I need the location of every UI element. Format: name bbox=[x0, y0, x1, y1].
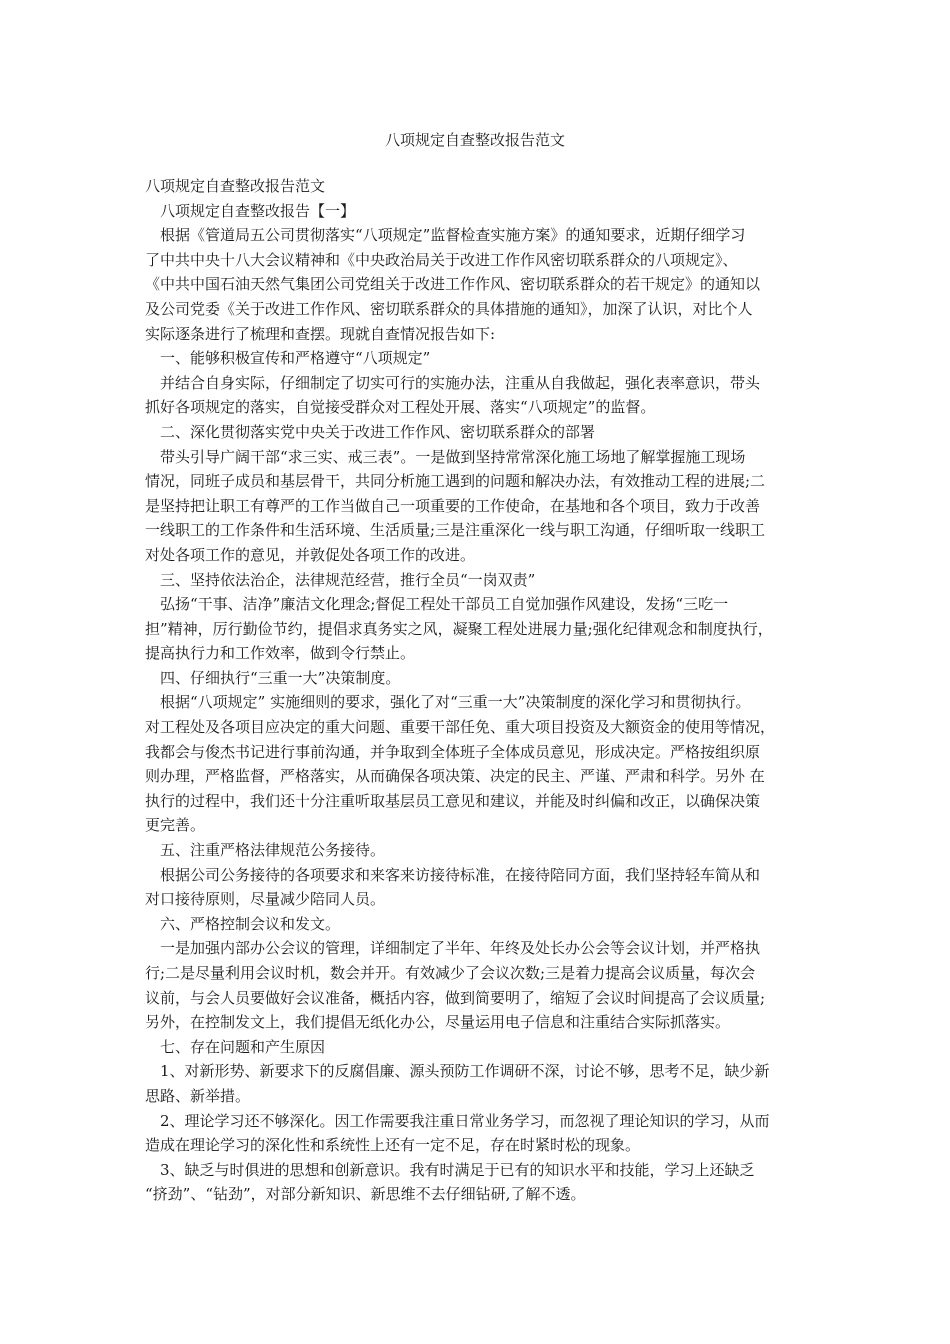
text-line: 三、坚持依法治企，法律规范经营，推行全员“一岗双责” bbox=[160, 570, 536, 589]
text-line: 根据公司公务接待的各项要求和来客来访接待标准，在接待陪同方面，我们坚持轻车简从和 bbox=[160, 865, 761, 884]
text-line: 执行的过程中，我们还十分注重听取基层员工意见和建议，并能及时纠偏和改正，以确保决策 bbox=[145, 791, 761, 810]
text-line: 行;二是尽量利用会议时机，数会并开。有效减少了会议次数;三是着力提高会议质量，每次会 bbox=[145, 964, 756, 982]
text-line: 一、能够积极宣传和严格遵守“八项规定” bbox=[160, 349, 431, 368]
text-line: 对处各项工作的意见，并敦促处各项工作的改进。 bbox=[145, 545, 476, 564]
text-line: 六、严格控制会议和发文。 bbox=[160, 914, 341, 933]
text-line: 实际逐条进行了梳理和查摆。现就自查情况报告如下: bbox=[145, 324, 496, 343]
text-line: 更完善。 bbox=[145, 816, 206, 835]
text-line: 2、理论学习还不够深化。因工作需要我注重日常业务学习，而忽视了理论知识的学习，从而 bbox=[160, 1111, 770, 1130]
text-line: 造成在理论学习的深化性和系统性上还有一定不足，存在时紧时松的现象。 bbox=[145, 1136, 641, 1155]
text-line: 3、缺乏与时俱进的思想和创新意识。我有时满足于已有的知识水平和技能，学习上还缺乏 bbox=[160, 1160, 755, 1179]
text-line: 根据“八项规定” 实施细则的要求，强化了对“三重一大”决策制度的深化学习和贯彻执行。 bbox=[160, 693, 751, 712]
text-line: 对工程处及各项目应决定的重大问题、重要干部任免、重大项目投资及大额资金的使用等情况， bbox=[145, 718, 776, 737]
text-line: 弘扬“干事、洁净”廉洁文化理念;督促工程处干部员工自觉加强作风建设，发扬“三吃一 bbox=[160, 595, 729, 614]
text-line: 根据《管道局五公司贯彻落实“八项规定”监督检查实施方案》的通知要求，近期仔细学习 bbox=[160, 226, 746, 245]
text-line: 《中共中国石油天然气集团公司党组关于改进工作作风、密切联系群众的若干规定》的通知以 bbox=[145, 275, 761, 294]
text-line: 带头引导广阔干部“求三实、戒三表”。一是做到坚持常常深化施工场地了解掌握施工现场 bbox=[160, 447, 746, 466]
text-line: 五、注重严格法律规范公务接待。 bbox=[160, 841, 386, 860]
text-line: 对口接待原则，尽量减少陪同人员。 bbox=[145, 890, 386, 909]
text-line: 一是加强内部办公会议的管理，详细制定了半年、年终及处长办公会等会议计划，并严格执 bbox=[160, 939, 761, 958]
text-line: 一线职工的工作条件和生活环境、生活质量;三是注重深化一线与职工沟通，仔细听取一线职工 bbox=[145, 521, 766, 540]
text-line: 议前，与会人员要做好会议准备，概括内容，做到简要明了，缩短了会议时间提高了会议质量; bbox=[145, 988, 766, 1007]
text-line: 并结合自身实际，仔细制定了切实可行的实施办法，注重从自我做起，强化表率意识，带头 bbox=[160, 373, 761, 392]
text-line: 情况，同班子成员和基层骨干，共同分析施工遇到的问题和解决办法，有效推动工程的进展;二 bbox=[145, 472, 766, 491]
text-line: 七、存在问题和产生原因 bbox=[160, 1037, 326, 1056]
text-line: 八项规定自查整改报告范文 bbox=[145, 177, 326, 195]
text-line: 则办理，严格监督，严格落实，从而确保各项决策、决定的民主、严谨、严肃和科学。另外 在 bbox=[145, 767, 765, 786]
text-line: 1、对新形势、新要求下的反腐倡廉、源头预防工作调研不深，讨论不够，思考不足，缺少新 bbox=[160, 1062, 770, 1081]
document-title: 八项规定自查整改报告范文 bbox=[384, 131, 565, 149]
text-line: 四、仔细执行“三重一大”决策制度。 bbox=[160, 668, 401, 687]
text-line: 另外，在控制发文上，我们提倡无纸化办公，尽量运用电子信息和注重结合实际抓落实。 bbox=[145, 1013, 731, 1032]
text-line: 二、深化贯彻落实党中央关于改进工作作风、密切联系群众的部署 bbox=[160, 422, 596, 441]
text-line: 是坚持把让职工有尊严的工作当做自己一项重要的工作使命，在基地和各个项目，致力于改善 bbox=[145, 496, 761, 515]
text-line: 我都会与俊杰书记进行事前沟通，并争取到全体班子全体成员意见，形成决定。严格按组织原 bbox=[145, 742, 761, 761]
text-line: 抓好各项规定的落实，自觉接受群众对工程处开展、落实“八项规定”的监督。 bbox=[145, 398, 656, 417]
document-body bbox=[145, 174, 825, 1207]
text-line: 八项规定自查整改报告【一】 bbox=[160, 201, 356, 220]
text-line: 担”精神，厉行勤俭节约，提倡求真务实之风，凝聚工程处进展力量;强化纪律观念和制度执行， bbox=[145, 619, 773, 638]
text-line: 提高执行力和工作效率，做到令行禁止。 bbox=[145, 644, 416, 663]
text-line: 了中共中央十八大会议精神和《中央政治局关于改进工作作风密切联系群众的八项规定》、 bbox=[145, 250, 738, 269]
text-line: 思路、新举措。 bbox=[145, 1086, 251, 1105]
text-line: “挤劲”、“钻劲”，对部分新知识、新思维不去仔细钻研,了解不透。 bbox=[145, 1185, 586, 1204]
text-line: 及公司党委《关于改进工作作风、密切联系群众的具体措施的通知》，加深了认识，对比个人 bbox=[145, 299, 753, 318]
